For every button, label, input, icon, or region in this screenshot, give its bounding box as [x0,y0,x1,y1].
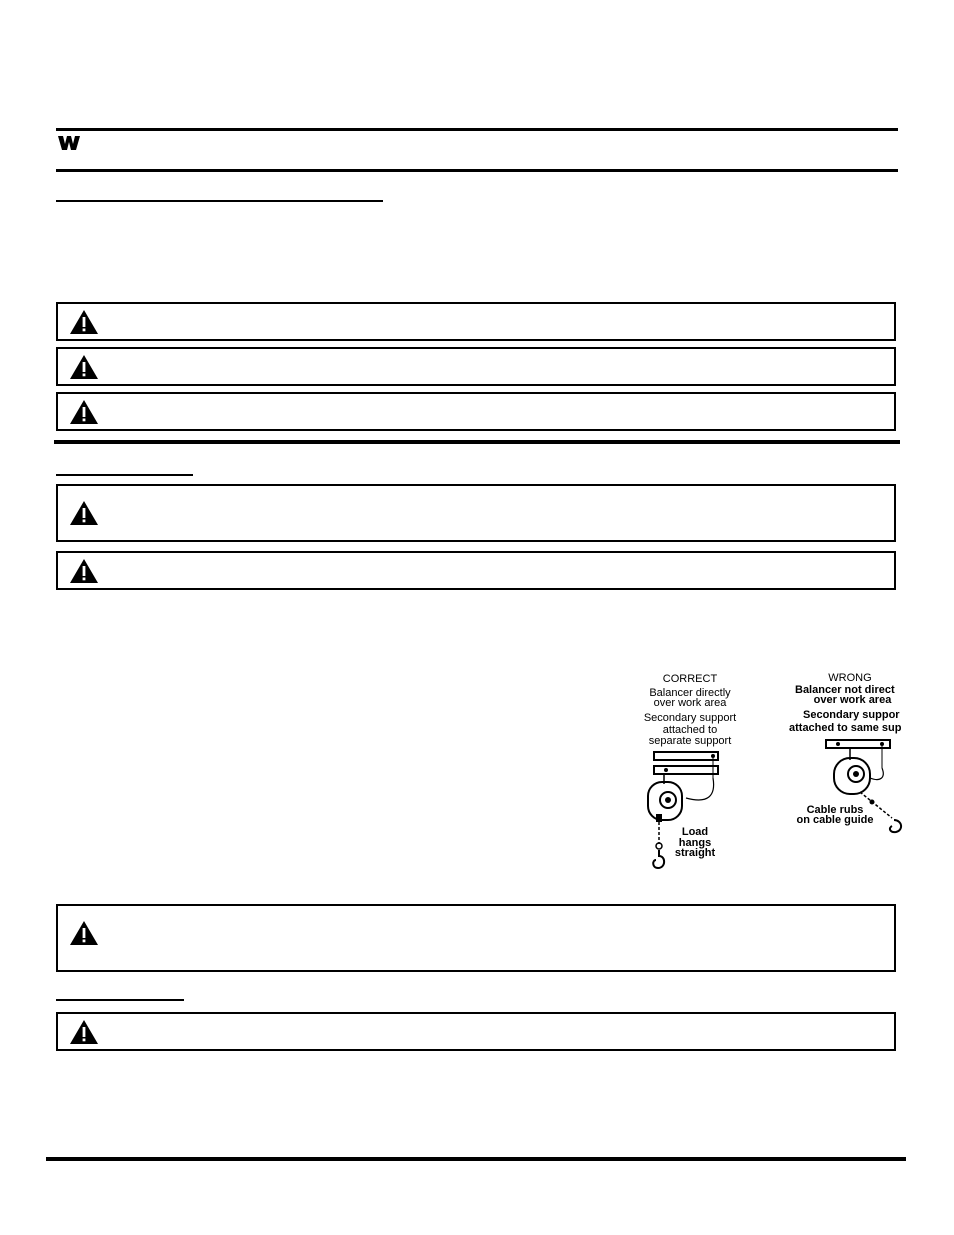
warning-triangle-icon [69,500,99,526]
figure-wrong-line: over work area [813,694,892,706]
header-top-rule [56,128,898,131]
figure-correct-note: hangs [678,837,712,849]
figure-correct-line: Secondary support [643,712,737,724]
figure-correct-line: over work area [653,697,727,709]
figure-wrong-note: on cable guide [796,814,874,826]
figure-wrong-line: attached to same sup [789,723,902,734]
warning-box [56,484,896,542]
figure-correct-note: Load [681,826,709,838]
section-divider [54,440,900,444]
warning-box [56,551,896,590]
warning-box [56,302,896,341]
warning-triangle-icon [69,558,99,584]
warning-box [56,347,896,386]
warning-triangle-icon [69,354,99,380]
warning-triangle-icon [69,1019,99,1045]
footer-rule [46,1157,906,1161]
warning-triangle-icon [69,399,99,425]
section-heading-underline [56,999,184,1001]
section-heading-underline [56,474,193,476]
section-heading-underline [56,200,383,202]
figure-correct-heading: CORRECT [662,673,718,685]
figure-wrong-line: Secondary suppor [803,710,900,721]
warning-triangle-icon [69,920,99,946]
figure-correct-line: separate support [648,735,732,747]
figure-correct-line: attached to [662,724,718,736]
header-bottom-rule [56,169,898,172]
warning-box [56,904,896,972]
figure-wrong-note: Cable rubs [806,804,864,816]
warning-box [56,392,896,431]
figure-correct-line: Balancer directly [649,687,731,699]
warning-box [56,1012,896,1051]
w-logo-icon [58,136,80,150]
figure-correct-note: straight [674,847,716,859]
warning-triangle-icon [69,309,99,335]
figure-wrong-heading: WRONG [828,672,872,684]
figure-wrong-line: Balancer not direct [795,685,895,696]
